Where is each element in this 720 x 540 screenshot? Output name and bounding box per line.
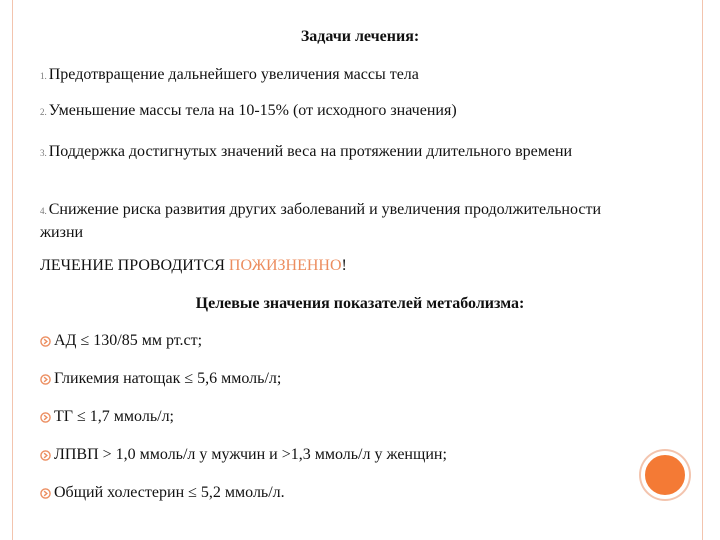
task-item [40, 64, 630, 87]
task-text: Снижение риска развития других заболеваний и увеличения продолжительности жизни [40, 201, 602, 241]
circle-arrow-bullet-icon [40, 374, 51, 385]
target-text: Гликемия натощак ≤ 5,6 ммоль/л; [54, 370, 282, 387]
target-text: ТГ ≤ 1,7 ммоль/л; [54, 408, 174, 425]
right-frame-line [702, 0, 703, 540]
circle-arrow-bullet-icon [40, 450, 51, 461]
lifelong-suffix: ! [341, 257, 347, 274]
task-item [40, 199, 630, 243]
page-title: Задачи лечения: [300, 28, 420, 45]
list-item [40, 331, 202, 351]
task-number: 1. [40, 71, 47, 81]
circle-arrow-bullet-icon [40, 336, 51, 347]
list-item [40, 445, 447, 465]
task-text: Уменьшение массы тела на 10-15% (от исходного значения) [48, 102, 457, 119]
circle-arrow-bullet-icon [40, 488, 51, 499]
task-number: 2. [40, 107, 47, 117]
task-text: Предотвращение дальнейшего увеличения массы тела [48, 66, 419, 83]
list-item [40, 407, 174, 427]
list-item [40, 483, 285, 503]
orange-circle-icon [641, 451, 689, 499]
target-text: ЛПВП > 1,0 ммоль/л у мужчин и >1,3 ммоль/л у женщин; [54, 446, 447, 463]
task-text: Поддержка достигнутых значений веса на протяжении длительного времени [48, 143, 573, 160]
task-item [40, 141, 630, 164]
task-number: 4. [40, 206, 47, 216]
lifelong-treatment-note [40, 257, 347, 275]
target-text: Общий холестерин ≤ 5,2 ммоль/л. [54, 484, 285, 501]
lifelong-highlight: ПОЖИЗНЕННО [228, 257, 342, 274]
list-item [40, 369, 281, 389]
task-number: 3. [40, 148, 47, 158]
target-text: АД ≤ 130/85 мм рт.ст; [54, 332, 203, 349]
left-frame-line [12, 0, 13, 540]
circle-arrow-bullet-icon [40, 412, 51, 423]
lifelong-prefix: ЛЕЧЕНИЕ ПРОВОДИТСЯ [40, 257, 229, 274]
targets-title: Целевые значения показателей метаболизма: [195, 295, 525, 312]
task-item [40, 100, 630, 123]
